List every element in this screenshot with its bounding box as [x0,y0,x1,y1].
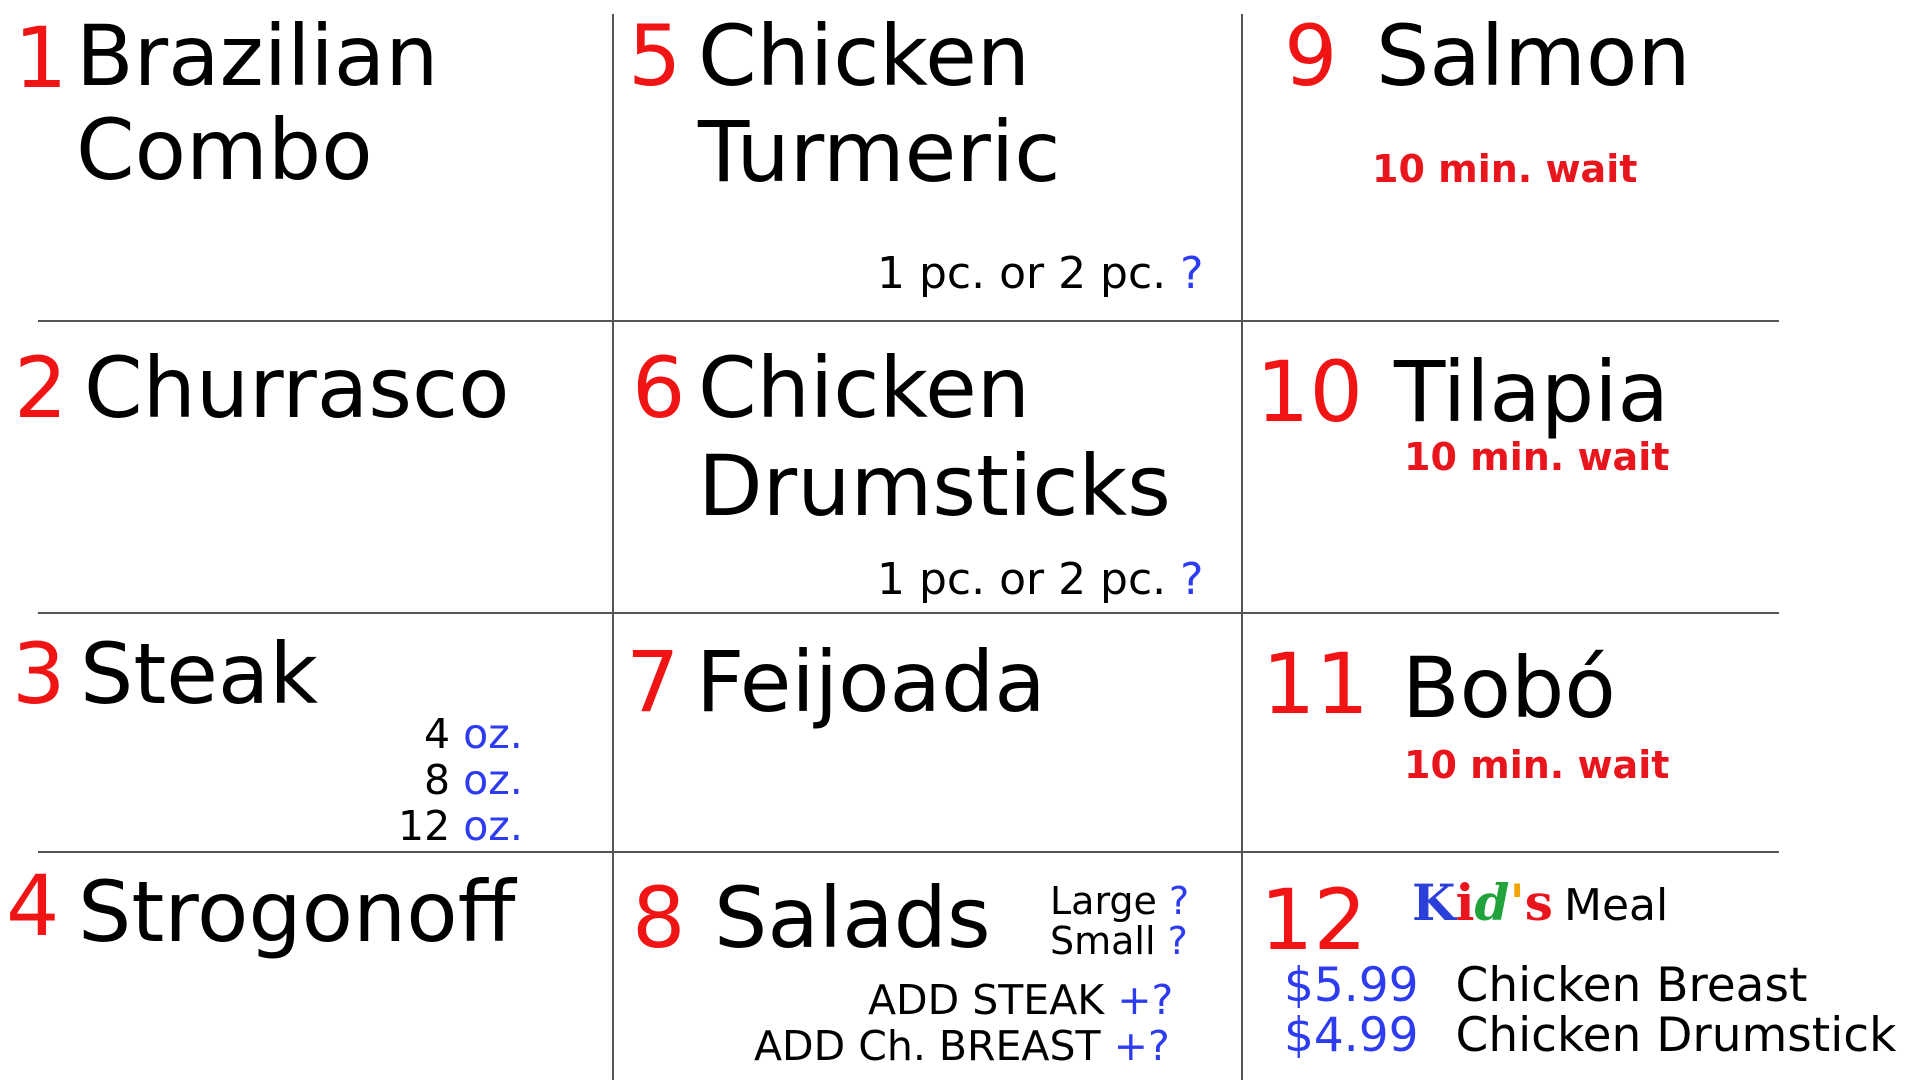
add-label: ADD Ch. BREAST [754,1022,1101,1070]
item-title: Tilapia [1394,343,1670,441]
option-mark: ? [1180,248,1204,299]
item-number: 5 [628,7,682,105]
kids-letter-k: K [1412,873,1456,932]
item-number: 10 [1256,343,1363,441]
item-title: Feijoada [696,633,1046,731]
item-number: 4 [6,857,60,955]
size-qty: 12 [398,802,451,850]
size-qty: 4 [424,710,451,758]
size-mark: ? [1169,879,1190,923]
row-label: Chicken Drumstick [1455,1008,1897,1063]
kids-letter-apos: ' [1509,873,1525,932]
item-title: Steak [80,625,319,723]
kids-letter-s: s [1524,873,1553,932]
add-mark: +? [1117,976,1174,1024]
size-option-large[interactable] [1050,879,1190,923]
item-title: Strogonoff [78,863,516,961]
divider-horizontal-3 [38,851,1779,853]
kids-row-drumstick[interactable] [1284,1008,1897,1063]
item-title-line1: Chicken [698,7,1030,105]
item-number: 11 [1262,635,1369,733]
item-title-line2: Combo [76,101,373,199]
item-number: 6 [632,339,686,437]
row-label: Chicken Breast [1455,958,1808,1013]
size-unit: oz. [463,802,523,850]
kids-logo [1412,873,1553,932]
item-number: 7 [626,633,680,731]
option-text: 1 pc. or 2 pc. [877,554,1167,605]
add-breast-option[interactable] [754,1022,1170,1070]
option-text: 1 pc. or 2 pc. [877,248,1167,299]
size-unit: oz. [463,756,523,804]
size-qty: 8 [424,756,451,804]
item-number: 2 [14,339,68,437]
size-unit: oz. [463,710,523,758]
item-title: Salmon [1376,7,1691,105]
wait-note: 10 min. wait [1404,435,1670,479]
divider-vertical-1 [612,14,614,1080]
item-title-line1: Brazilian [76,7,439,105]
item-number: 12 [1260,871,1367,969]
kids-letter-i: i [1455,873,1475,932]
add-steak-option[interactable] [868,976,1174,1024]
item-title: Salads [714,869,991,967]
size-label: Large [1050,879,1157,923]
divider-vertical-2 [1241,14,1243,1080]
size-option-8oz[interactable] [424,756,523,804]
size-option-small[interactable] [1050,919,1188,963]
add-mark: +? [1113,1022,1170,1070]
piece-option[interactable] [877,554,1204,605]
wait-note: 10 min. wait [1372,147,1638,191]
size-label: Small [1050,919,1156,963]
size-mark: ? [1167,919,1188,963]
option-mark: ? [1180,554,1204,605]
item-number: 8 [632,869,686,967]
item-title: Churrasco [84,339,510,437]
item-title: Bobó [1402,639,1616,737]
divider-horizontal-2 [38,612,1779,614]
item-title-line2: Drumsticks [698,437,1171,535]
size-option-12oz[interactable] [398,802,523,850]
item-title-line2: Turmeric [698,103,1061,201]
kids-meal-label: Meal [1564,880,1669,931]
item-number: 3 [12,625,66,723]
add-label: ADD STEAK [868,976,1105,1024]
item-title-line1: Chicken [698,339,1030,437]
kids-row-breast[interactable] [1284,958,1808,1013]
kids-letter-d: d [1474,873,1510,932]
size-option-4oz[interactable] [424,710,523,758]
item-number: 1 [14,9,68,107]
row-price: $4.99 [1284,1008,1419,1063]
item-number: 9 [1284,7,1338,105]
wait-note: 10 min. wait [1404,743,1670,787]
row-price: $5.99 [1284,958,1419,1013]
divider-horizontal-1 [38,320,1779,322]
piece-option[interactable] [877,248,1204,299]
